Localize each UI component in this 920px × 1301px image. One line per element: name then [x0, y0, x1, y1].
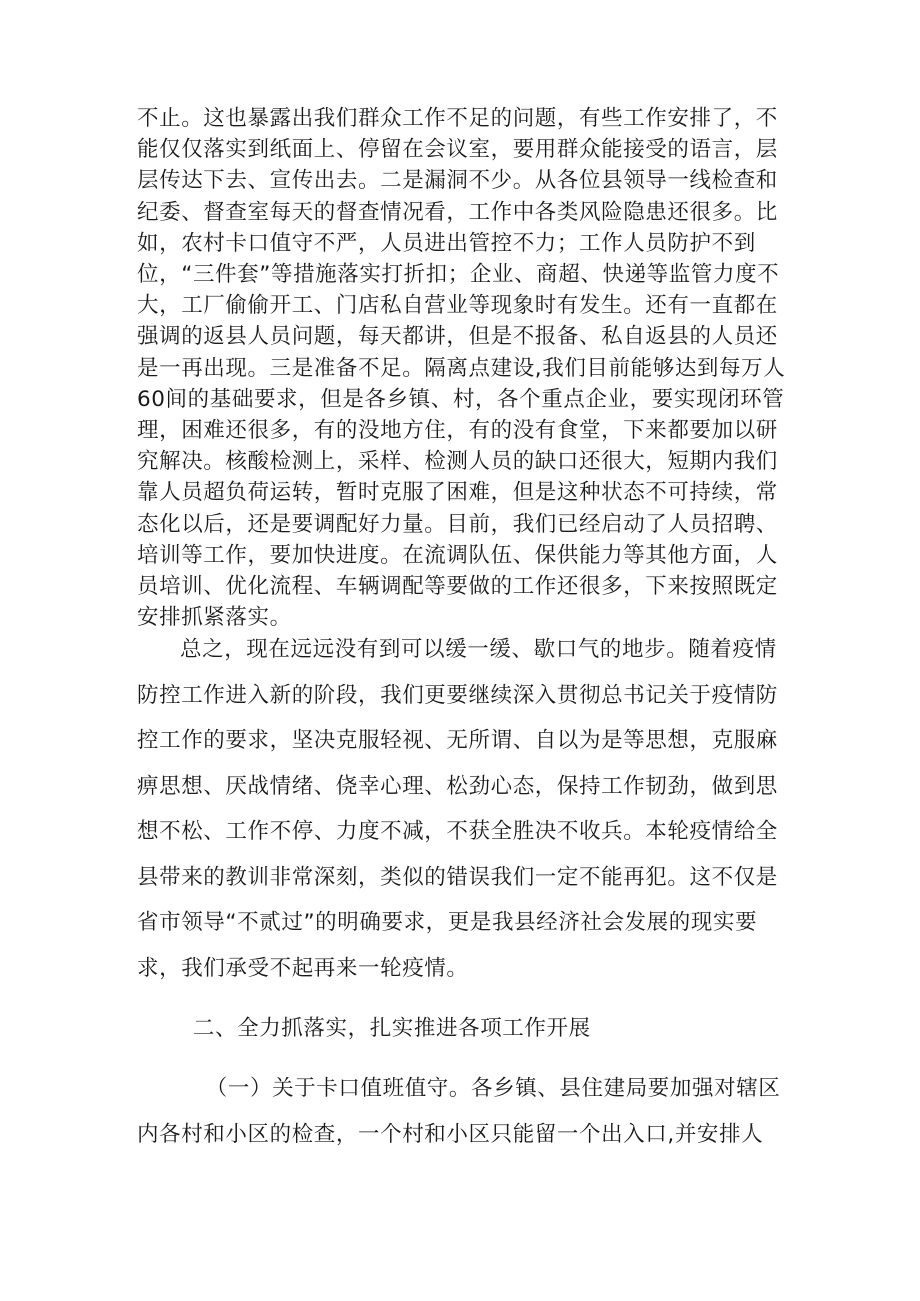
subsection-paragraph: （一）关于卡口值班值守。各乡镇、县住建局要加强对辖区内各村和小区的检查，一个村和小区只能留一个出入口,并安排人: [137, 1076, 781, 1147]
body-paragraph-1: 不止。这也暴露出我们群众工作不足的问题，有些工作安排了，不能仅仅落实到纸面上、停留在会议室，要用群众能接受的语言，层层传达下去、宣传出去。二是漏洞不少。从各位县领导一线检查和纪委、督查室每天的督查情况看，工作中各类风险隐患还很多。比如，农村卡口值守不严，人员进出管控不力；工作人员防护不到位，“三件套”等措施落实打折扣；企业、商超、快递等监管力度不大，工厂偷偷开工、门店私自营业等现象时有发生。还有一直都在强调的返县人员问题，每天都讲，但是不报备、私自返县的人员还是一再出现。三是准备不足。隔离点建设,我们目前能够达到每万人60间的基础要求，但是各乡镇、村，各个重点企业，要实现闭环管理，困难还很多，有的没地方住，有的没有食堂，下来都要加以研究解决。核酸检测上，采样、检测人员的缺口还很大，短期内我们靠人员超负荷运转，暂时克服了困难，但是这种状态不可持续，常态化以后，还是要调配好力量。目前，我们已经启动了人员招聘、培训等工作，要加快进度。在流调队伍、保供能力等其他方面，人员培训、优化流程、车辆调配等要做的工作还很多，下来按照既定安排抓紧落实。: [137, 106, 786, 631]
body-paragraph-2: 总之，现在远远没有到可以缓一缓、歇口气的地步。随着疫情防控工作进入新的阶段，我们更要继续深入贯彻总书记关于疫情防控工作的要求，坚决克服轻视、无所谓、自以为是等思想，克服麻痹思想、厌战情绪、侥幸心理、松劲心态，保持工作韧劲，做到思想不松、工作不停、力度不减，不获全胜决不收兵。本轮疫情给全县带来的教训非常深刻，类似的错误我们一定不能再犯。这不仅是省市领导“不贰过”的明确要求，更是我县经济社会发展的现实要求，我们承受不起再来一轮疫情。: [137, 637, 778, 981]
section-heading: 二、全力抓落实，扎实推进各项工作开展: [192, 1016, 591, 1041]
